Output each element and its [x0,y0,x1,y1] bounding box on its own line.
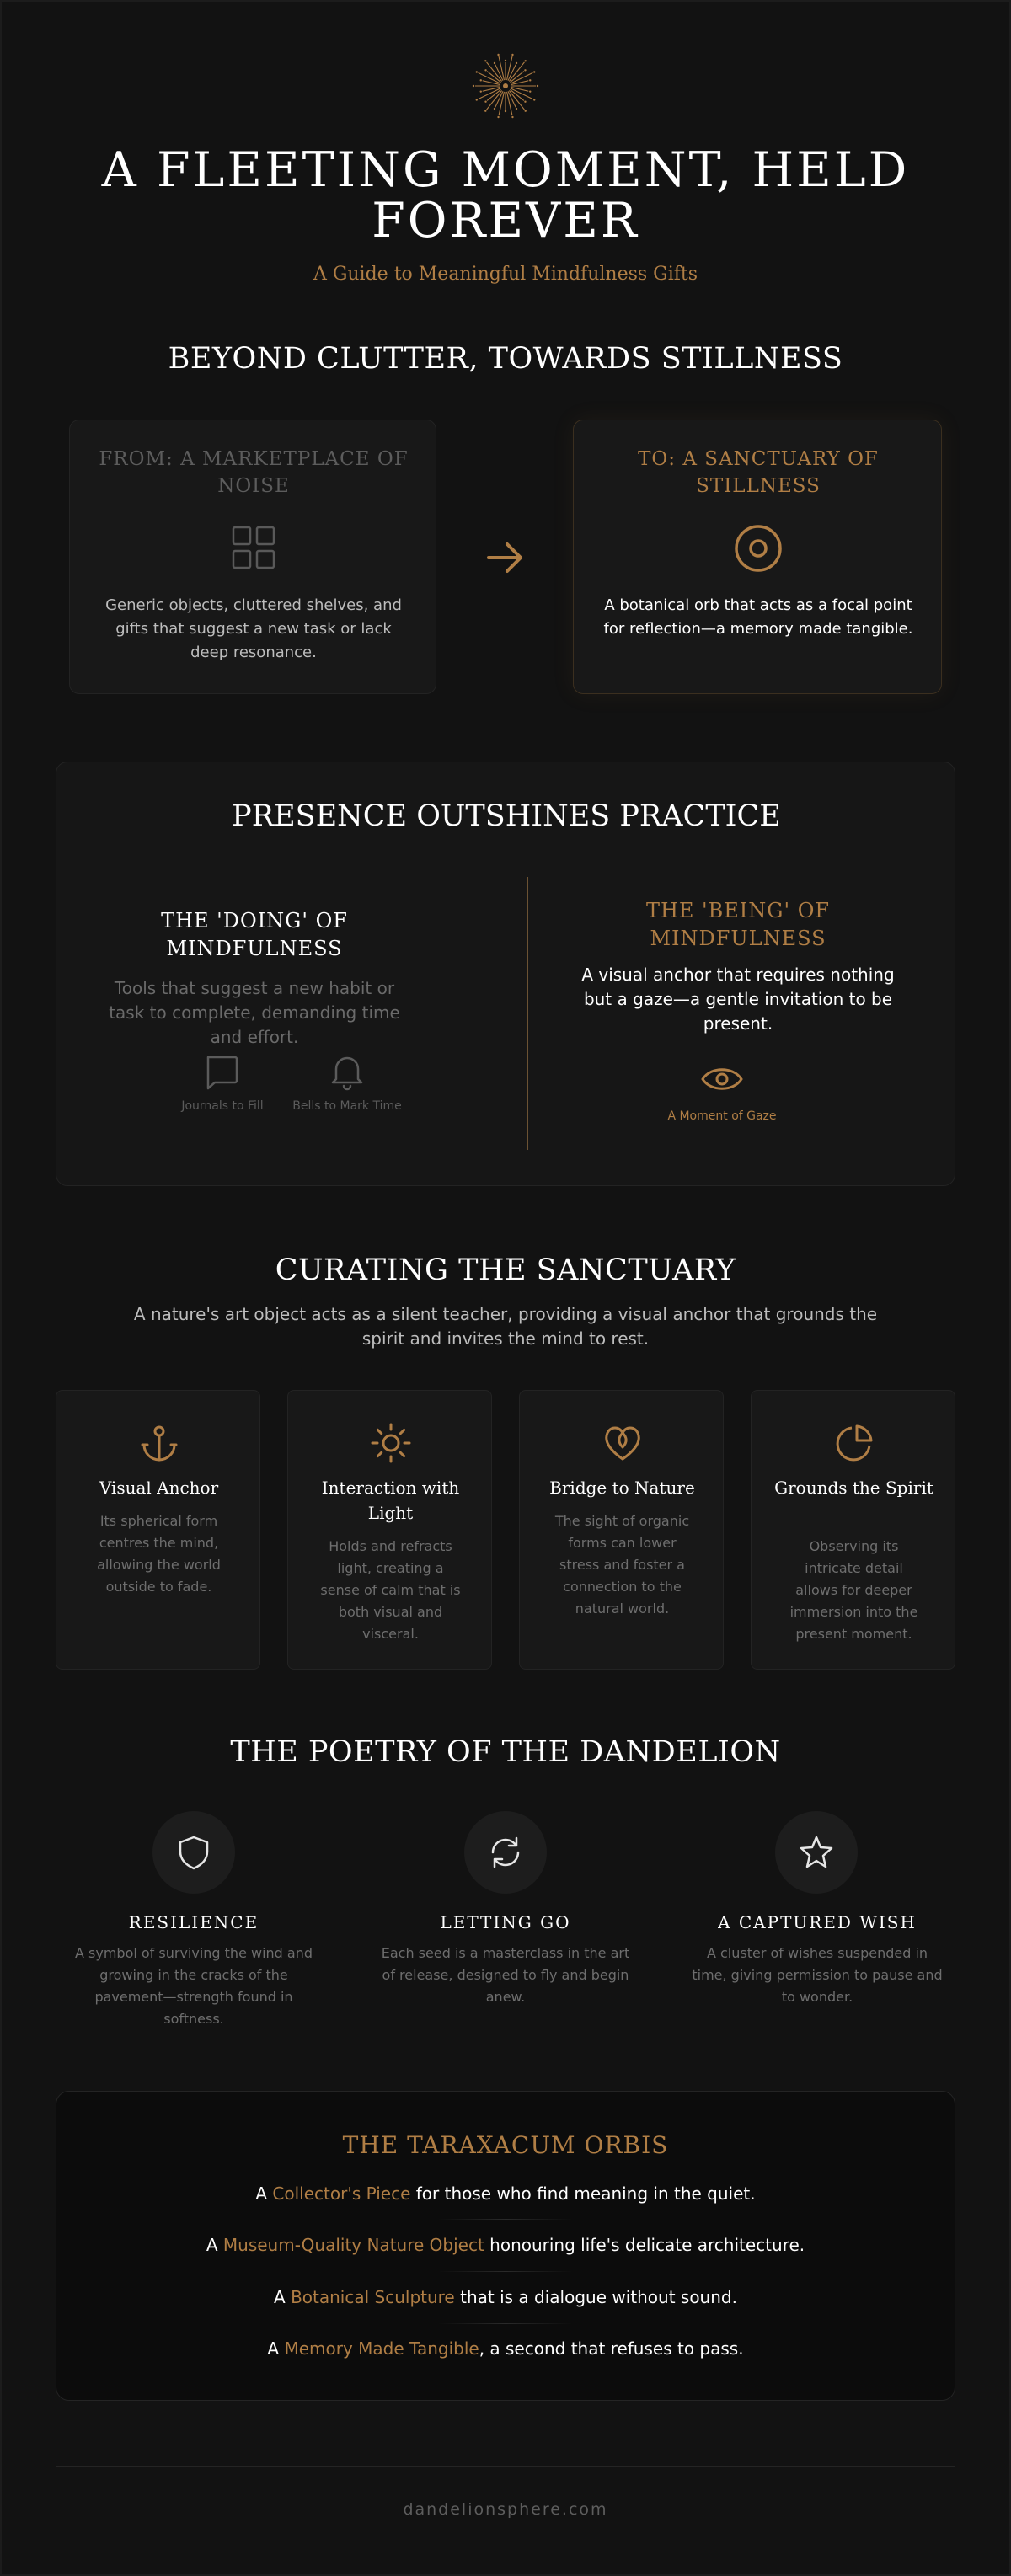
sun-icon [370,1422,412,1464]
target-icon [733,523,784,574]
feature-text: The sight of organic forms can lower stress and foster a connection to the natural world. [554,1513,690,1617]
footer-divider [56,2466,955,2467]
orbis-separator [438,2323,573,2324]
section-title-transition: BEYOND CLUTTER, TOWARDS STILLNESS [168,342,843,376]
heart-leaf-icon [602,1422,644,1464]
eye-icon [700,1062,744,1096]
to-card-title: TO: A SANCTUARY OF STILLNESS [638,448,879,497]
feature-title: Bridge to Nature [549,1478,695,1498]
wish-title: A CAPTURED WISH [718,1912,917,1932]
being-title: THE 'BEING' OF MINDFULNESS [645,899,831,950]
orbis-line: A Museum-Quality Nature Object honouring life's delicate architecture. [206,2235,805,2255]
orbis-separator [438,2271,573,2272]
presence-panel [56,762,955,1186]
orbis-highlight: Collector's Piece [272,2183,411,2204]
resilience-icon-circle [152,1811,235,1894]
orbis-separator [438,2219,573,2220]
anchor-icon [139,1423,179,1463]
letting-go-text: Each seed is a masterclass in the art of release, designed to fly and begin anew. [381,1945,630,2005]
shield-icon [177,1835,211,1870]
section-title-curating: CURATING THE SANCTUARY [275,1253,736,1287]
feature-title: Visual Anchor [99,1478,219,1498]
feature-text: Observing its intricate detail allows for deeper immersion into the present moment. [789,1538,918,1642]
sunburst-icon [472,52,539,120]
orbis-highlight: Botanical Sculpture [291,2287,455,2307]
wish-icon-circle [775,1811,858,1894]
page-title: A FLEETING MOMENT, HELD FOREVER [101,142,910,249]
to-card-text: A botanical orb that acts as a focal point for reflection—a memory made tangible. [603,596,913,638]
resilience-text: A symbol of surviving the wind and growing in the cracks of the pavement—strength found in softness. [74,1945,313,2027]
being-text: A visual anchor that requires nothing but a gaze—a gentle invitation to be present. [581,965,895,1034]
feature-card-light [287,1390,492,1670]
orbis-highlight: Museum-Quality Nature Object [222,2235,484,2255]
feature-title: Grounds the Spirit [774,1478,933,1498]
orbis-line: A Collector's Piece for those who find meaning in the quiet. [255,2183,756,2204]
resilience-title: RESILIENCE [128,1912,259,1932]
journal-icon [203,1052,242,1091]
pie-icon [833,1422,875,1464]
page-subtitle: A Guide to Meaningful Mindfulness Gifts [313,264,698,285]
section-title-presence: PRESENCE OUTSHINES PRACTICE [232,799,781,833]
from-card-text: Generic objects, cluttered shelves, and gifts that suggest a new task or lack deep resonance. [105,596,402,661]
arrow-right-icon [485,537,526,578]
feature-card-nature [519,1390,724,1670]
gaze-label: A Moment of Gaze [667,1109,777,1123]
orbis-line: A Botanical Sculpture that is a dialogue without sound. [274,2287,737,2307]
from-card [69,420,436,694]
from-card-title: FROM: A MARKETPLACE OF NOISE [99,448,409,497]
feature-title: Interaction with Light [321,1478,460,1523]
bell-label: Bells to Mark Time [292,1099,402,1113]
star-icon [798,1834,835,1871]
feature-text: Holds and refracts light, creating a sense of calm that is both visual and visceral. [320,1538,461,1642]
orbis-title: THE TARAXACUM ORBIS [342,2131,669,2159]
bell-icon [328,1050,366,1091]
letting-go-title: LETTING GO [440,1912,571,1932]
doing-title: THE 'DOING' OF MINDFULNESS [161,909,348,960]
wish-text: A cluster of wishes suspended in time, giving permission to pause and to wonder. [692,1945,943,2005]
cycle-icon [488,1835,523,1870]
to-card [573,420,942,694]
curating-intro: A nature's art object acts as a silent teacher, providing a visual anchor that grounds the spirit and invites the mind to rest. [133,1304,878,1349]
feature-text: Its spherical form centres the mind, allowing the world outside to fade. [97,1513,221,1595]
section-title-poetry: THE POETRY OF THE DANDELION [230,1735,781,1769]
feature-card-spirit [751,1390,955,1670]
doing-text: Tools that suggest a new habit or task to complete, demanding time and effort. [109,978,400,1047]
grid-icon [231,525,276,570]
footer-site-link[interactable]: dandelionsphere.com [403,2500,608,2519]
orbis-line: A Memory Made Tangible, a second that refuses to pass. [267,2338,744,2359]
feature-card-visual-anchor [56,1390,260,1670]
orbis-highlight: Memory Made Tangible [284,2338,479,2359]
presence-divider [527,877,528,1150]
journal-label: Journals to Fill [181,1099,264,1113]
letting-go-icon-circle [464,1811,547,1894]
